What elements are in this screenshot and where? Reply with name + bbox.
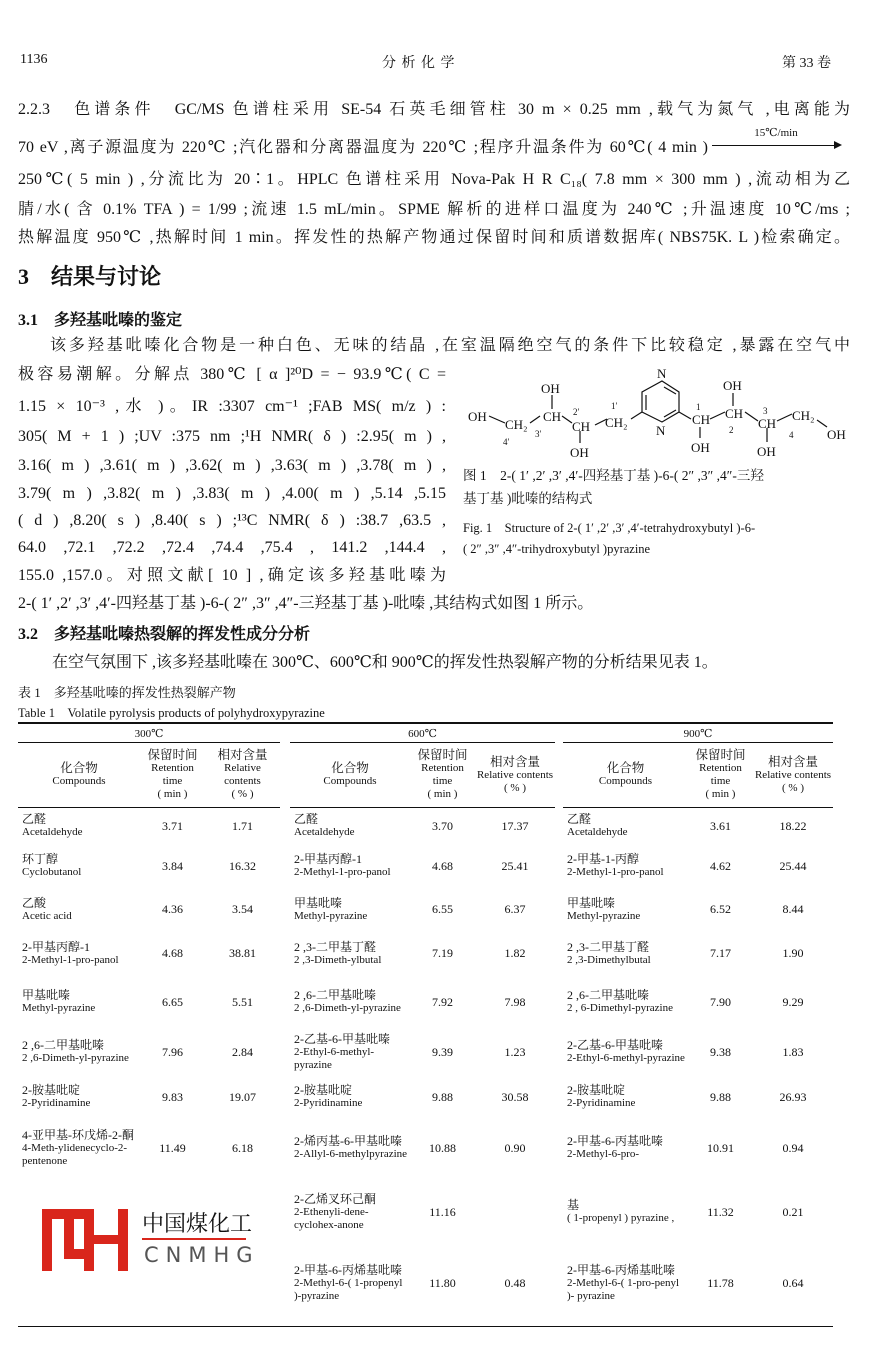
watermark-en: CNMHG xyxy=(144,1243,260,1267)
para-223-line: 热解温度 950℃ ,热解时间 1 min。挥发性的热解产物通过保留时间和质谱数据库( NBS75K. L )检索确定。 xyxy=(18,229,850,246)
compound-cell xyxy=(563,941,688,967)
header-cn: 保留时间 xyxy=(147,748,198,762)
table-row xyxy=(18,844,280,888)
retention-time: 6.65 xyxy=(162,994,183,1009)
relative-content: 8.44 xyxy=(782,902,804,916)
table-row xyxy=(18,1076,280,1118)
temperature-header: 900℃ xyxy=(683,728,713,740)
table-row xyxy=(18,808,280,844)
retention-time: 4.68 xyxy=(162,946,183,960)
label-num: 1 xyxy=(696,402,701,412)
table-header-row xyxy=(18,742,280,808)
subsection-title: 3.2 多羟基吡嗪热裂解的挥发性成分分析 xyxy=(18,626,311,643)
compound-en: 2-Methyl-6-( 1-pro-penyl )- pyrazine xyxy=(567,1276,680,1302)
compound-cell xyxy=(18,813,140,839)
retention-time: 11.49 xyxy=(159,1140,186,1155)
compound-cn: 2-烯丙基-6-甲基吡嗪 xyxy=(294,1134,402,1148)
compound-en: Acetaldehyde xyxy=(567,826,628,838)
header-cn: 相对含量 xyxy=(489,754,540,769)
retention-time: 7.19 xyxy=(432,946,453,960)
compound-cell xyxy=(18,989,140,1015)
watermark xyxy=(140,1205,258,1271)
compound-cell xyxy=(290,941,410,967)
header-en: Relative contents xyxy=(476,768,554,781)
label-num: 3 xyxy=(763,406,768,416)
compound-cell xyxy=(563,1135,688,1161)
relative-content: 7.98 xyxy=(504,994,526,1009)
structure-diagram xyxy=(455,365,860,465)
header-en: Compounds xyxy=(52,775,106,787)
compound-en: 2-Pyridinamine xyxy=(22,1097,91,1109)
compound-en: 2-Ethenyli-dene-cyclohex-anone xyxy=(294,1205,369,1231)
compound-cn: 2 ,6-二甲基吡嗪 xyxy=(22,1038,104,1052)
relative-content: 19.07 xyxy=(229,1089,256,1104)
relative-content: 1.82 xyxy=(504,946,526,960)
header-cn: 相对含量 xyxy=(767,754,818,769)
table-row xyxy=(290,1076,555,1118)
header-retention xyxy=(410,749,475,801)
compound-en: 2-Ethyl-6-methyl-pyrazine xyxy=(567,1052,685,1064)
compound-en: 2-Methyl-1-pro-panol xyxy=(294,866,391,878)
compound-cn: 2-胺基吡啶 xyxy=(294,1083,352,1097)
header-cn: 化合物 xyxy=(331,761,369,775)
relative-content: 26.93 xyxy=(779,1089,807,1104)
header-unit: ( min ) xyxy=(427,788,458,800)
label-ch2: CH₂ xyxy=(505,417,528,432)
table-row xyxy=(563,1028,833,1076)
header-relative xyxy=(475,756,555,795)
relative-content: 5.51 xyxy=(232,994,253,1009)
arrow-icon xyxy=(712,145,834,146)
compound-cn: 2-乙烯叉环己酮 xyxy=(294,1191,376,1206)
label-oh: OH xyxy=(691,440,710,455)
table-row xyxy=(563,1246,833,1320)
retention-time: 4.68 xyxy=(432,858,453,873)
compound-cn: 甲基吡嗪 xyxy=(22,988,71,1002)
compound-cn: 2-甲基-6-丙基吡嗪 xyxy=(567,1134,663,1148)
temperature-header: 300℃ xyxy=(134,728,164,740)
label-num: 3′ xyxy=(535,429,542,439)
section-title: 3 结果与讨论 xyxy=(18,264,162,289)
watermark-rule xyxy=(142,1238,246,1240)
table-header-row xyxy=(563,742,833,808)
compound-cell xyxy=(18,941,140,967)
table-row xyxy=(563,808,833,844)
label-ch: CH xyxy=(758,416,777,431)
compound-en: 2-Pyridinamine xyxy=(567,1097,636,1109)
table-bottom-rule xyxy=(18,1326,833,1327)
retention-time: 4.36 xyxy=(162,902,183,916)
relative-content: 1.90 xyxy=(782,946,804,960)
compound-cell xyxy=(563,1199,688,1225)
header-compound xyxy=(18,762,140,788)
label-num: 2 xyxy=(729,425,734,435)
table-row xyxy=(563,844,833,888)
header-en: Relative contents xyxy=(754,768,832,781)
compound-cell xyxy=(563,1264,688,1303)
retention-time: 3.61 xyxy=(710,818,731,833)
figure-caption-cn: 基丁基 )吡嗪的结构式 xyxy=(463,491,593,506)
compound-cn: 2 ,6-二甲基吡嗪 xyxy=(567,988,649,1002)
para-223-line: 250℃( 5 min ) ,分流比为 20∶1。HPLC 色谱柱采用 Nova-Pak H R C₁₈( 7.8 mm × 300 mm ) ,流动相为乙 xyxy=(18,171,850,188)
label-oh: OH xyxy=(541,381,560,396)
label-oh-left: OH xyxy=(468,409,487,424)
compound-en: 2-Methyl-6-pro- xyxy=(567,1148,640,1160)
compound-en: 2 ,6-Dimeth-yl-pyrazine xyxy=(294,1002,401,1014)
table-group-300 xyxy=(18,727,280,1178)
compound-en: 2-Methyl-6-( 1-propenyl )-pyrazine xyxy=(294,1276,403,1302)
table-row xyxy=(18,1028,280,1076)
compound-cell xyxy=(290,853,410,879)
compound-en: 2 ,3-Dimethylbutal xyxy=(567,953,651,966)
compound-cell xyxy=(290,1135,410,1161)
table-row xyxy=(18,931,280,976)
header-en: Compounds xyxy=(598,775,653,787)
figure-caption-cn: 图 1 2-( 1′ ,2′ ,3′ ,4′-四羟基丁基 )-6-( 2″ ,3″ ,4″-三羟 xyxy=(463,468,764,483)
compound-cell xyxy=(18,897,140,923)
para-31-line: 64.0 ,72.1 ,72.2 ,72.4 ,74.4 ,75.4 , 141.2 ,144.4 , xyxy=(18,539,446,556)
compound-en: 2-Methyl-1-pro-panol xyxy=(567,866,664,878)
compound-cn: 2 ,3-二甲基丁醛 xyxy=(567,939,649,954)
compound-cell xyxy=(18,1039,140,1065)
compound-cn: 4-亚甲基-环戊烯-2-酮 xyxy=(22,1127,134,1142)
retention-time: 10.88 xyxy=(429,1140,456,1155)
label-ch2: CH₂ xyxy=(605,415,628,430)
label-oh-right: OH xyxy=(827,427,846,442)
compound-cn: 乙醛 xyxy=(294,812,319,826)
retention-time: 7.96 xyxy=(162,1044,183,1059)
retention-time: 10.91 xyxy=(707,1140,734,1155)
compound-cn: 2 ,3-二甲基丁醛 xyxy=(294,939,376,954)
compound-cn: 乙酸 xyxy=(22,895,47,910)
table-row xyxy=(290,888,555,931)
compound-cn: 2-乙基-6-甲基吡嗪 xyxy=(294,1031,390,1046)
relative-content: 0.48 xyxy=(504,1275,526,1290)
table-row xyxy=(563,1118,833,1178)
table-caption-en: Table 1 Volatile pyrolysis products of polyhydroxypyrazine xyxy=(18,706,325,720)
relative-content: 38.81 xyxy=(229,946,256,960)
relative-content: 25.41 xyxy=(501,858,529,873)
label-num: 2′ xyxy=(573,407,580,417)
compound-cn: 2-甲基-6-丙烯基吡嗪 xyxy=(294,1262,402,1277)
compound-cell xyxy=(290,1084,410,1110)
label-ch2: CH₂ xyxy=(792,408,815,423)
compound-en: Methyl-pyrazine xyxy=(22,1002,96,1014)
para-31-line: 极容易潮解。分解点 380℃ [ α ]²⁰D = − 93.9℃( C = xyxy=(18,366,446,383)
compound-en: Methyl-pyrazine xyxy=(294,909,368,922)
compound-cn: 甲基吡嗪 xyxy=(567,895,616,910)
label-num: 4′ xyxy=(503,437,510,447)
retention-time: 9.38 xyxy=(710,1044,731,1059)
relative-content: 0.94 xyxy=(782,1140,804,1155)
compound-cell xyxy=(18,1129,140,1168)
arrow-label: 15℃/min xyxy=(754,127,798,139)
table-row xyxy=(290,1246,555,1320)
compound-cn: 甲基吡嗪 xyxy=(294,895,343,910)
header-en: Retention time xyxy=(421,762,464,787)
compound-cell xyxy=(18,1084,140,1110)
compound-en: Acetic acid xyxy=(22,909,72,922)
table-top-rule xyxy=(18,722,833,724)
para-223-line: 2.2.3 色谱条件 GC/MS 色谱柱采用 SE-54 石英毛细管柱 30 m × 0.25 mm ,载气为氮气 ,电离能为 xyxy=(18,101,850,118)
compound-en: Acetaldehyde xyxy=(294,826,355,838)
table-row xyxy=(563,888,833,931)
para-31-line: 3.79( m ) ,3.82( m ) ,3.83( m ) ,4.00( m ) ,5.14 ,5.15 xyxy=(18,485,446,502)
label-ch: CH xyxy=(692,412,711,427)
relative-content: 16.32 xyxy=(229,858,256,873)
watermark-logo xyxy=(40,1205,132,1273)
table-row xyxy=(290,976,555,1028)
compound-en: 4-Meth-ylidenecyclo-2-pentenone xyxy=(22,1141,128,1167)
table-row xyxy=(563,931,833,976)
para-223-line: 70 eV ,离子源温度为 220℃ ;汽化器和分离器温度为 220℃ ;程序升温条件为 60℃( 4 min ) xyxy=(18,139,708,156)
header-retention xyxy=(140,749,205,801)
header-en: Retention time xyxy=(699,762,742,787)
compound-cn: 2-甲基-1-丙醇 xyxy=(567,852,639,866)
label-oh: OH xyxy=(570,445,589,460)
table-row xyxy=(290,1118,555,1178)
retention-time: 7.90 xyxy=(710,994,731,1009)
relative-content: 6.18 xyxy=(232,1140,253,1155)
retention-time: 9.83 xyxy=(162,1089,183,1104)
compound-cell xyxy=(290,897,410,923)
relative-content: 30.58 xyxy=(501,1089,529,1104)
subsection-title: 3.1 多羟基吡嗪的鉴定 xyxy=(18,312,183,329)
label-oh: OH xyxy=(723,378,742,393)
header-unit: ( min ) xyxy=(705,788,736,800)
compound-cn: 2-乙基-6-甲基吡嗪 xyxy=(567,1038,663,1052)
figure-caption-en: Fig. 1 Structure of 2-( 1′ ,2′ ,3′ ,4′-tetrahydroxybutyl )-6- xyxy=(463,521,756,535)
table-row xyxy=(18,1118,280,1178)
retention-time: 11.78 xyxy=(707,1275,734,1290)
para-31-line: 2-( 1′ ,2′ ,3′ ,4′-四羟基丁基 )-6-( 2″ ,3″ ,4″-三羟基丁基 )-吡嗪 ,其结构式如图 1 所示。 xyxy=(18,595,594,612)
retention-time: 6.52 xyxy=(710,902,731,916)
compound-cell xyxy=(290,989,410,1015)
label-ch: CH xyxy=(543,409,562,424)
compound-cn: 基 xyxy=(567,1198,580,1212)
retention-time: 6.55 xyxy=(432,902,453,916)
relative-content: 9.29 xyxy=(782,994,804,1009)
relative-content: 25.44 xyxy=(779,858,807,873)
page-number: 1136 xyxy=(20,52,48,67)
label-n: N xyxy=(656,423,666,438)
compound-cn: 乙醛 xyxy=(22,812,47,826)
compound-cn: 环丁醇 xyxy=(22,852,59,866)
compound-cn: 乙醛 xyxy=(567,812,592,826)
retention-time: 11.16 xyxy=(429,1204,456,1219)
volume-label: 第 33 卷 xyxy=(782,56,831,71)
retention-time: 9.88 xyxy=(432,1089,453,1104)
para-31-line: 1.15 × 10⁻³ ,水 )。IR :3307 cm⁻¹ ;FAB MS( m/z ) : xyxy=(18,398,446,415)
compound-cell xyxy=(563,853,688,879)
table-row xyxy=(290,844,555,888)
compound-cell xyxy=(563,1084,688,1110)
header-cn: 保留时间 xyxy=(417,748,468,762)
table-group-600 xyxy=(290,727,555,1320)
relative-content: 1.71 xyxy=(232,818,253,833)
header-en: Retention time xyxy=(151,762,194,787)
header-relative xyxy=(205,749,280,801)
compound-cn: 2-甲基丙醇-1 xyxy=(294,852,362,866)
compound-cell xyxy=(290,813,410,839)
header-unit: ( % ) xyxy=(231,788,254,800)
arrow-head-icon xyxy=(834,141,842,149)
table-row xyxy=(18,888,280,931)
para-31-line: 该多羟基吡嗪化合物是一种白色、无味的结晶 ,在室温隔绝空气的条件下比较稳定 ,暴露在空气中 xyxy=(50,337,850,354)
header-cn: 保留时间 xyxy=(695,748,746,762)
compound-en: Cyclobutanol xyxy=(22,866,82,878)
relative-content: 3.54 xyxy=(232,902,253,916)
table-row xyxy=(290,1028,555,1076)
label-num: 1′ xyxy=(611,401,618,411)
header-unit: ( % ) xyxy=(504,781,526,794)
watermark-cn: 中国煤化工 xyxy=(142,1212,253,1237)
table-row xyxy=(290,931,555,976)
compound-cn: 2-甲基丙醇-1 xyxy=(22,939,90,954)
label-num: 4 xyxy=(789,430,794,440)
compound-en: 2-Pyridinamine xyxy=(294,1097,363,1109)
compound-en: ( 1-propenyl ) pyrazine , xyxy=(567,1212,675,1224)
relative-content: 18.22 xyxy=(779,818,807,833)
compound-cn: 2-胺基吡啶 xyxy=(22,1083,80,1097)
relative-content: 2.84 xyxy=(232,1044,253,1059)
compound-en: Methyl-pyrazine xyxy=(567,909,641,922)
header-unit: ( min ) xyxy=(157,788,188,800)
header-retention xyxy=(688,749,753,801)
compound-cn: 2-胺基吡啶 xyxy=(567,1083,625,1097)
retention-time: 3.70 xyxy=(432,818,453,833)
compound-cell xyxy=(18,853,140,879)
table-group-900 xyxy=(563,727,833,1320)
compound-en: 2 ,6-Dimeth-yl-pyrazine xyxy=(22,1052,129,1064)
retention-time: 3.71 xyxy=(162,818,183,833)
label-n: N xyxy=(657,366,667,381)
journal-name: 分 析 化 学 xyxy=(382,56,456,71)
header-en: Compounds xyxy=(323,775,377,787)
compound-cell xyxy=(563,897,688,923)
compound-en: 2-Allyl-6-methylpyrazine xyxy=(294,1148,408,1160)
retention-time: 11.80 xyxy=(429,1275,456,1290)
relative-content: 1.83 xyxy=(782,1044,804,1059)
label-ch: CH xyxy=(572,419,591,434)
header-cn: 化合物 xyxy=(606,761,645,775)
header-compound xyxy=(290,762,410,788)
header-cn: 化合物 xyxy=(60,761,98,775)
compound-cell xyxy=(290,1033,410,1072)
compound-cell xyxy=(290,1264,410,1303)
retention-time: 11.32 xyxy=(707,1204,734,1219)
compound-cn: 2-甲基-6-丙烯基吡嗪 xyxy=(567,1262,675,1277)
compound-cell xyxy=(563,989,688,1015)
compound-cell xyxy=(290,1193,410,1232)
retention-time: 7.17 xyxy=(710,946,731,960)
table-row xyxy=(290,1178,555,1246)
header-relative xyxy=(753,756,833,795)
header-en: Relative contents xyxy=(224,762,261,787)
retention-time: 7.92 xyxy=(432,994,453,1009)
table-row xyxy=(563,1178,833,1246)
relative-content: 0.21 xyxy=(782,1204,804,1219)
para-223-line: 腈/水( 含 0.1% TFA ) = 1/99 ;流速 1.5 mL/min。SPME 解析的进样口温度为 240℃ ;升温速度 10℃/ms ; xyxy=(18,201,850,218)
retention-time: 4.62 xyxy=(710,858,731,873)
relative-content: 0.90 xyxy=(504,1140,526,1155)
relative-content: 17.37 xyxy=(501,818,529,833)
para-31-line: 305( M + 1 ) ;UV :375 nm ;¹H NMR( δ ) :2.95( m ) , xyxy=(18,428,446,445)
temperature-header: 600℃ xyxy=(408,728,437,740)
compound-cn: 2 ,6-二甲基吡嗪 xyxy=(294,988,376,1002)
header-compound xyxy=(563,762,688,788)
figure-caption-en: ( 2″ ,3″ ,4″-trihydroxybutyl )pyrazine xyxy=(463,542,651,556)
retention-time: 9.39 xyxy=(432,1044,453,1059)
header-cn: 相对含量 xyxy=(217,748,268,762)
table-caption-cn: 表 1 多羟基吡嗪的挥发性热裂解产物 xyxy=(18,685,236,700)
para-31-line: 155.0 ,157.0。对照文献[ 10 ] ,确定该多羟基吡嗪为 xyxy=(18,567,446,584)
compound-en: 2-Methyl-1-pro-panol xyxy=(22,953,119,966)
label-oh: OH xyxy=(757,444,776,459)
compound-cell xyxy=(563,1039,688,1065)
table-row xyxy=(290,808,555,844)
relative-content: 0.64 xyxy=(782,1275,804,1290)
relative-content: 6.37 xyxy=(504,902,526,916)
table-row xyxy=(563,976,833,1028)
relative-content: 1.23 xyxy=(504,1044,526,1059)
compound-en: 2 ,3-Dimeth-ylbutal xyxy=(294,953,382,966)
header-unit: ( % ) xyxy=(782,781,804,794)
compound-en: 2-Ethyl-6-methyl-pyrazine xyxy=(294,1045,375,1071)
compound-en: 2 , 6-Dimethyl-pyrazine xyxy=(567,1002,673,1014)
retention-time: 9.88 xyxy=(710,1089,731,1104)
para-31-line: ( d ) ,8.20( s ) ,8.40( s ) ;¹³C NMR( δ ) :38.7 ,63.5 , xyxy=(18,512,446,529)
table-header-row xyxy=(290,742,555,808)
para-32: 在空气氛围下 ,该多羟基吡嗪在 300℃、600℃和 900℃的挥发性热裂解产物的分析结果见表 1。 xyxy=(52,654,718,671)
table-row xyxy=(563,1076,833,1118)
table-row xyxy=(18,976,280,1028)
retention-time: 3.84 xyxy=(162,858,183,873)
compound-cell xyxy=(563,813,688,839)
para-31-line: 3.16( m ) ,3.61( m ) ,3.62( m ) ,3.63( m ) ,3.78( m ) , xyxy=(18,457,446,474)
label-ch: CH xyxy=(725,406,744,421)
compound-en: Acetaldehyde xyxy=(22,826,83,838)
